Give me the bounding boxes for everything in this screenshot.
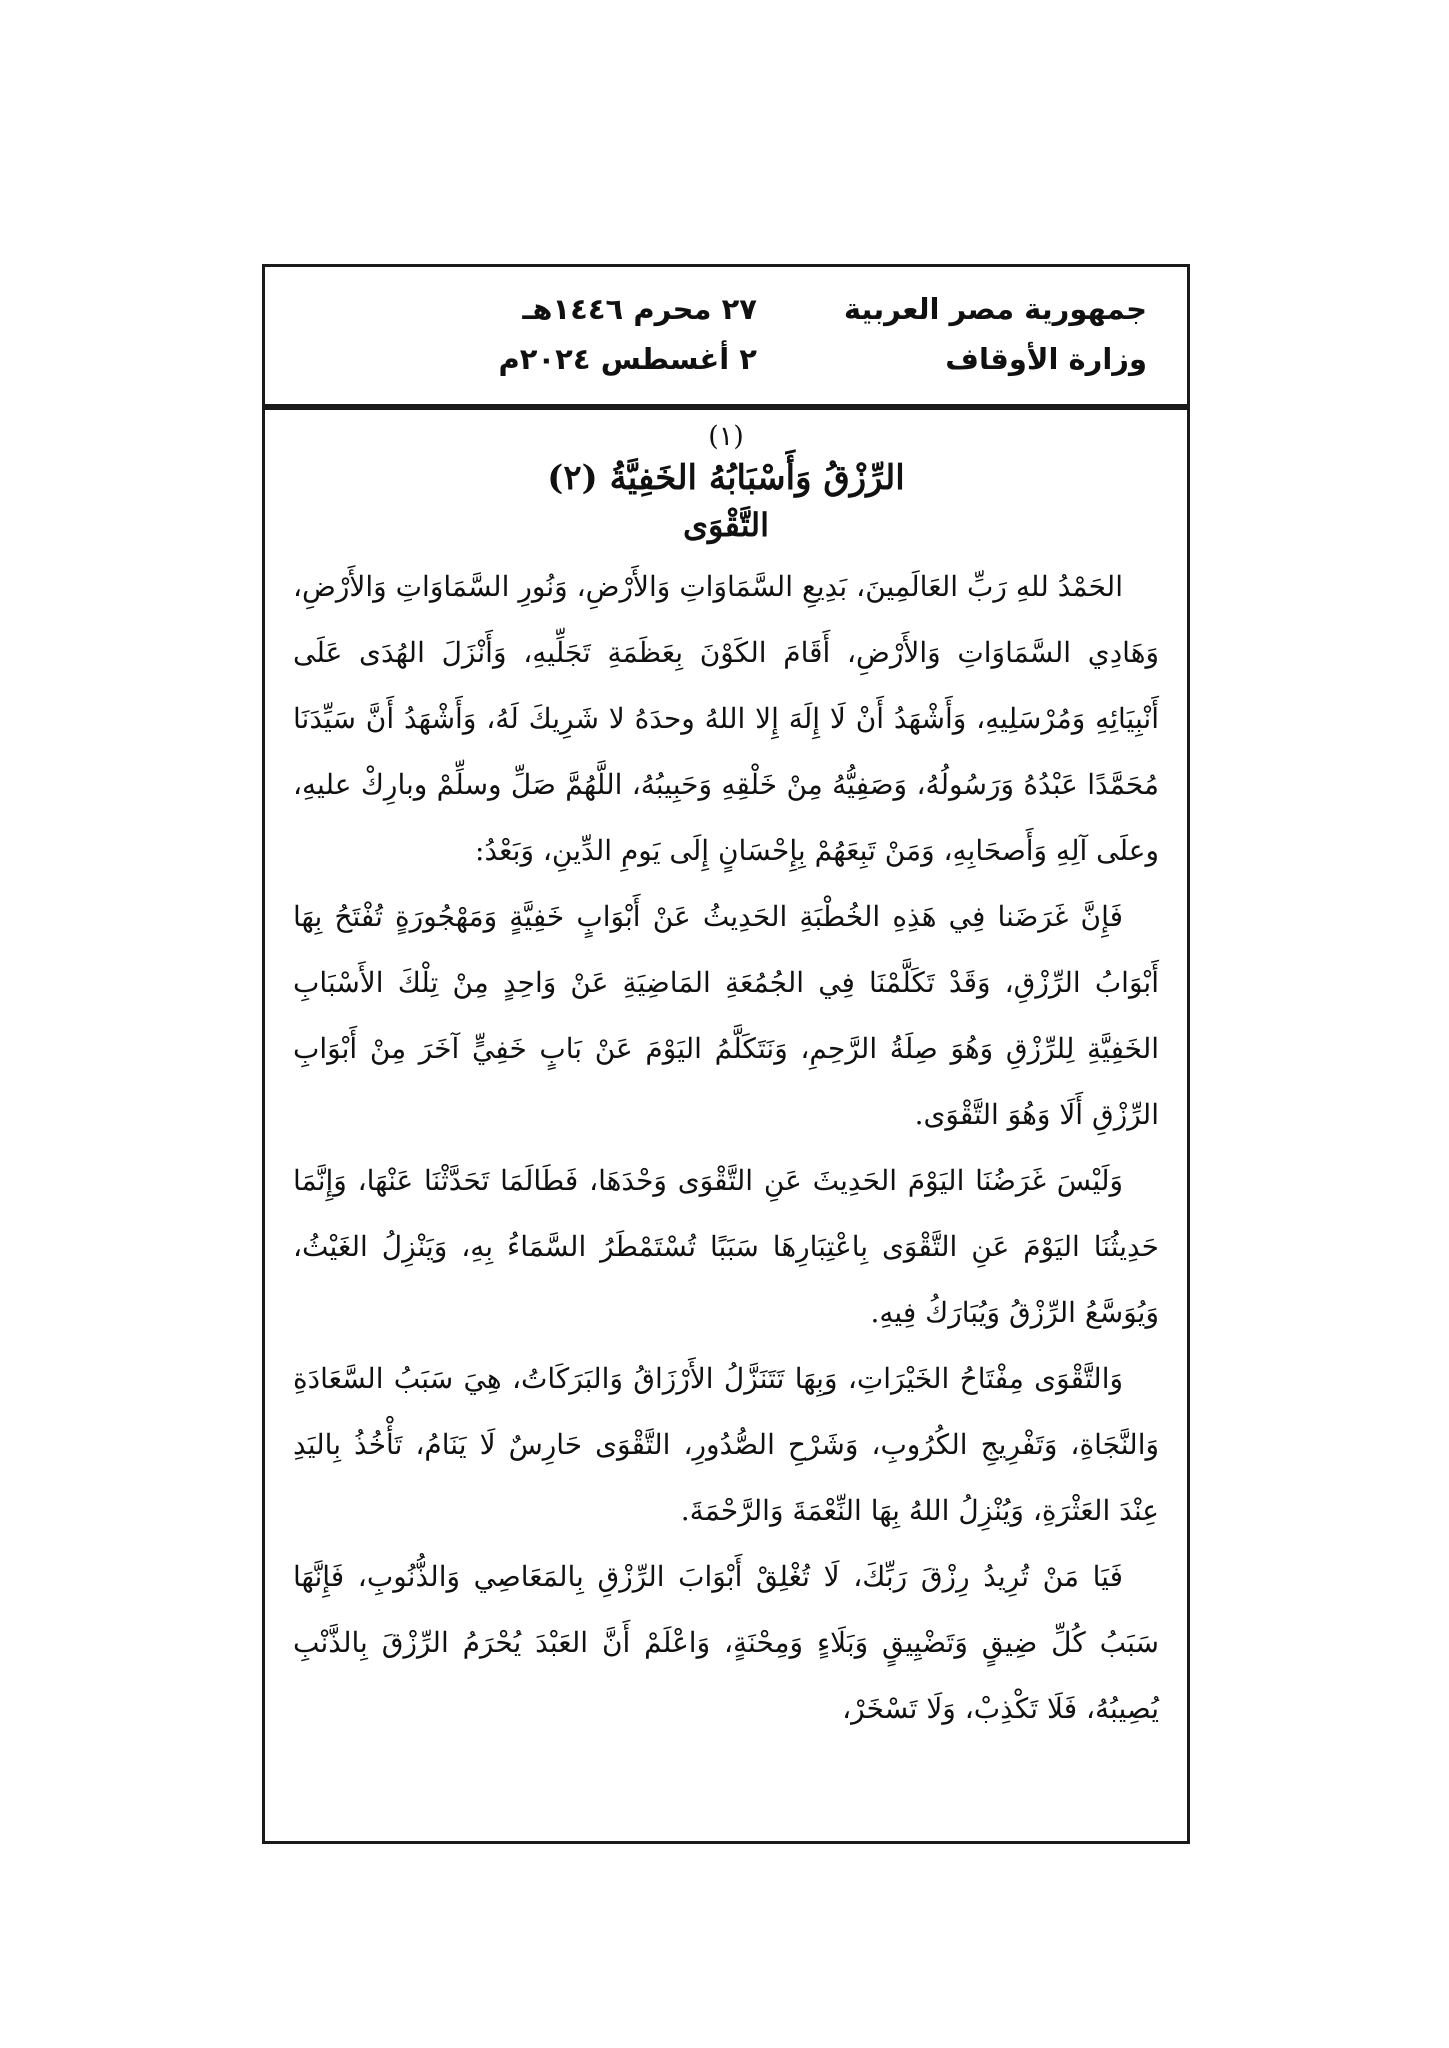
hijri-date: ٢٧ محرم ١٤٤٦هـ xyxy=(522,292,757,326)
gregorian-date: ٢ أغسطس ٢٠٢٤م xyxy=(498,342,757,376)
ministry-name: وزارة الأوقاف xyxy=(945,342,1147,376)
paragraph-taqwa-intro: وَلَيْسَ غَرَضُنَا اليَوْمَ الحَدِيثَ عَنِ التَّقْوَى وَحْدَهَا، فَطَالَمَا تَحَدَّثْنَا عَنْهَا، وَإِنَّمَا حَدِيثُنَا اليَوْمَ عَنِ التَّقْوَى بِاعْتِبَارِهَا سَبَبًا تُسْتَمْطَرُ السَّمَاءُ بِهِ، وَيَنْزِلُ الغَيْثُ، وَيُوَسَّعُ الرِّزْقُ وَيُبَارَكُ فِيهِ. xyxy=(293,1164,1159,1329)
paragraph-opening: الحَمْدُ للهِ رَبِّ العَالَمِينَ، بَدِيعِ السَّمَاوَاتِ وَالأَرْضِ، وَنُورِ السَّمَاوَاتِ وَالأَرْضِ، وَهَادِي السَّمَاوَاتِ وَالأَرْضِ، أَقَامَ الكَوْنَ بِعَظَمَةِ تَجَلِّيهِ، وَأَنْزَلَ الهُدَى عَلَى أَنْبِيَائِهِ وَمُرْسَلِيهِ، وَأَشْهَدُ أَنْ لَا إِلَهَ إِلا اللهُ وحدَهُ لا شَرِيكَ لَهُ، وَأَشْهَدُ أَنَّ سَيِّدَنَا مُحَمَّدًا عَبْدُهُ وَرَسُولُهُ، وَصَفِيُّهُ مِنْ خَلْقِهِ وَحَبِيبُهُ، اللَّهُمَّ صَلِّ وسلِّمْ وبارِكْ عليهِ، وعلَى آلِهِ وَأَصحَابِهِ، وَمَنْ تَبِعَهُمْ بِإِحْسَانٍ إِلَى يَومِ الدِّينِ، وَبَعْدُ: xyxy=(293,570,1159,867)
sermon-title: الرِّزْقُ وَأَسْبَابُهُ الخَفِيَّةُ (٢) xyxy=(547,458,905,498)
sermon-subtitle: التَّقْوَى xyxy=(682,506,770,544)
sermon-body xyxy=(265,407,1187,1841)
section-number: (١) xyxy=(708,421,744,452)
paragraph-sins-warning: فَيَا مَنْ تُرِيدُ رِزْقَ رَبِّكَ، لَا تُغْلِقْ أَبْوَابَ الرِّزْقِ بِالمَعَاصِي وَالذُّنُوبِ، فَإِنَّهَا سَبَبُ كُلِّ ضِيقٍ وَتَضْيِيقٍ وَبَلَاءٍ وَمِحْنَةٍ، وَاعْلَمْ أَنَّ العَبْدَ يُحْرَمُ الرِّزْقَ بِالذَّنْبِ يُصِيبُهُ، فَلَا تَكْذِبْ، وَلَا تَسْخَرْ، xyxy=(293,1560,1159,1725)
document-frame xyxy=(262,264,1190,1844)
document-header xyxy=(265,267,1187,407)
paragraph-taqwa-key: وَالتَّقْوَى مِفْتَاحُ الخَيْرَاتِ، وَبِهَا تَتَنَزَّلُ الأَرْزَاقُ وَالبَرَكَاتُ، هِيَ سَبَبُ السَّعَادَةِ وَالنَّجَاةِ، وَتَفْرِيجِ الكُرُوبِ، وَشَرْحِ الصُّدُورِ، التَّقْوَى حَارِسٌ لَا يَنَامُ، تَأْخُذُ بِاليَدِ عِنْدَ العَثْرَةِ، وَيُنْزِلُ اللهُ بِهَا النِّعْمَةَ وَالرَّحْمَةَ. xyxy=(293,1362,1159,1527)
paragraph-purpose: فَإِنَّ غَرَضَنا فِي هَذِهِ الخُطْبَةِ الحَدِيثُ عَنْ أَبْوَابٍ خَفِيَّةٍ وَمَهْجُورَةٍ تُفْتَحُ بِهَا أَبْوَابُ الرِّزْقِ، وَقَدْ تَكَلَّمْنَا فِي الجُمُعَةِ المَاضِيَةِ عَنْ وَاحِدٍ مِنْ تِلْكَ الأَسْبَابِ الخَفِيَّةِ لِلرِّزْقِ وَهُوَ صِلَةُ الرَّحِمِ، وَنَتَكَلَّمُ اليَوْمَ عَنْ بَابٍ خَفِيٍّ آخَرَ مِنْ أَبْوَابِ الرِّزْقِ أَلَا وَهُوَ التَّقْوَى. xyxy=(293,900,1159,1131)
country-name: جمهورية مصر العربية xyxy=(843,292,1147,326)
